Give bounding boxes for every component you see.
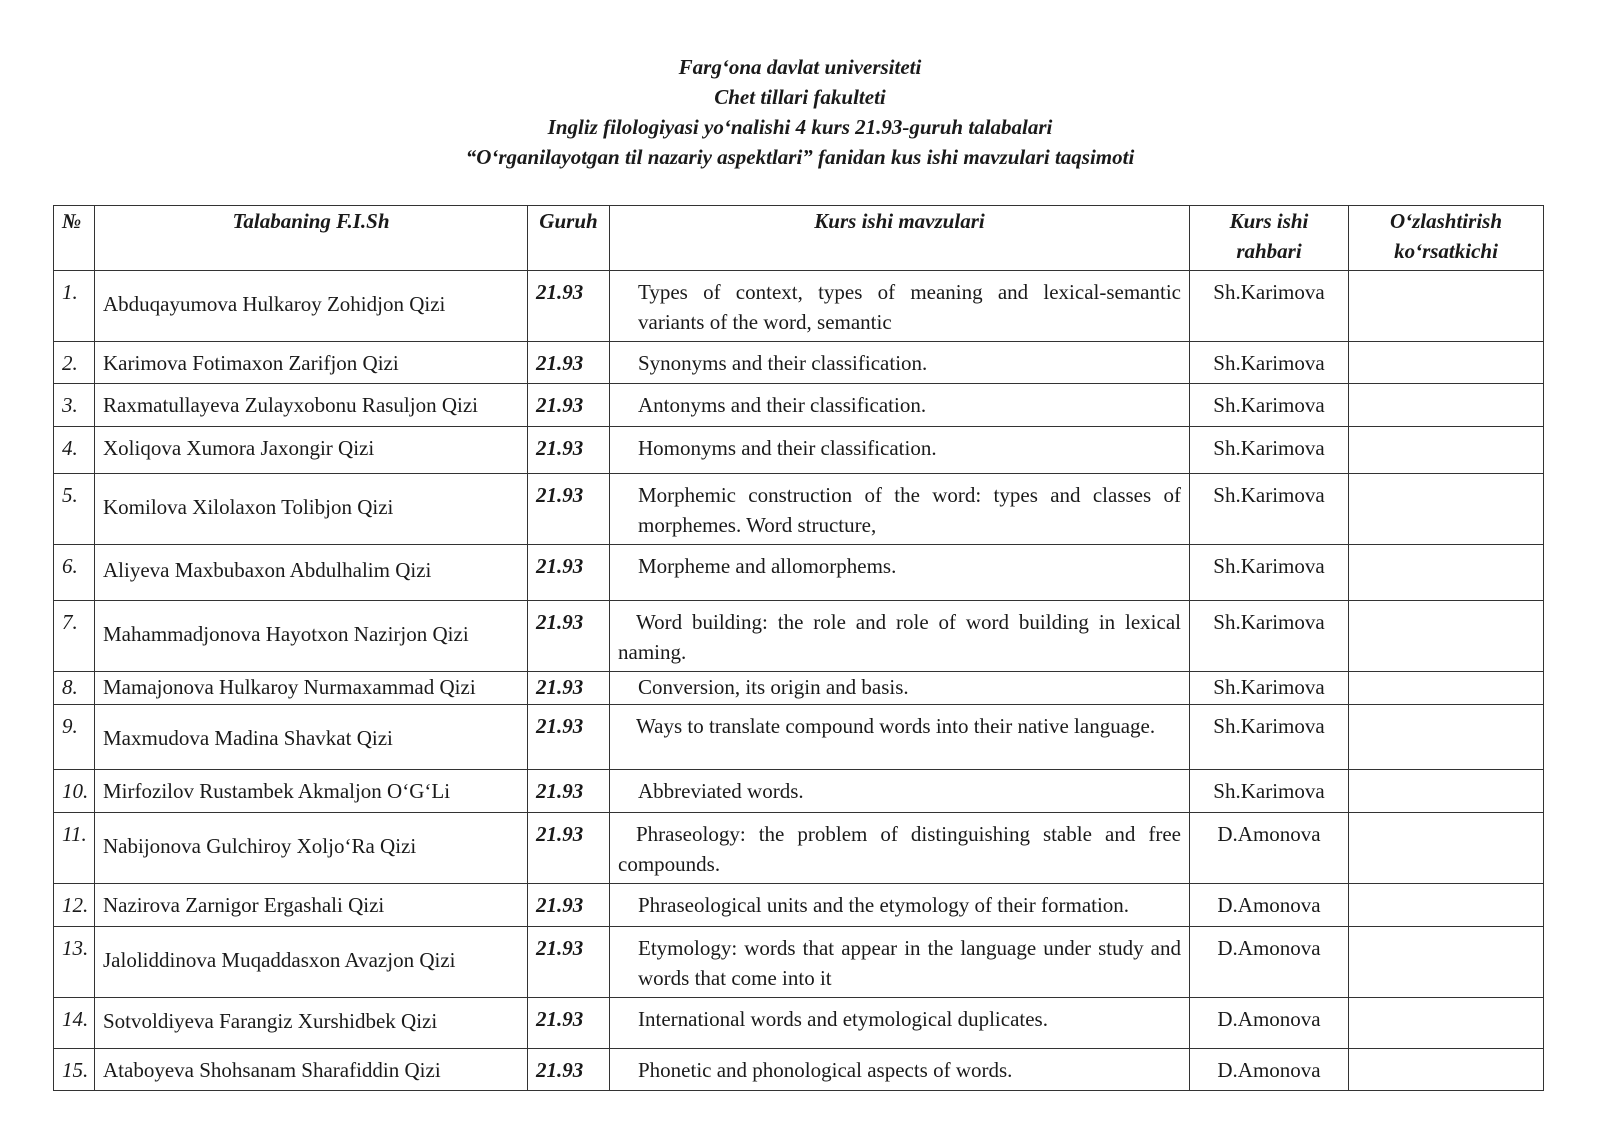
supervisor: Sh.Karimova [1190,545,1349,601]
table-row [54,672,1544,705]
row-number: 12. [54,884,95,927]
course-topic-text: Word building: the role and role of word building in lexical naming. [618,610,1181,664]
student-name-text: Aliyeva Maxbubaxon Abdulhalim Qizi [103,558,432,582]
row-number: 15. [54,1049,95,1091]
score-cell [1349,342,1544,384]
supervisor: D.Amonova [1190,813,1349,884]
table-row [54,342,1544,384]
row-number: 3. [54,384,95,427]
student-name [95,1049,528,1091]
course-topic [610,813,1190,884]
supervisor: Sh.Karimova [1190,770,1349,813]
score-cell [1349,927,1544,998]
table-row [54,545,1544,601]
student-name-text: Xoliqova Xumora Jaxongir Qizi [103,436,375,460]
faculty-name: Chet tillari fakulteti [714,85,886,109]
student-name [95,342,528,384]
table-row [54,427,1544,474]
student-name [95,884,528,927]
course-topic: Types of context, types of meaning and lexical-semantic variants of the word, semantic [610,271,1190,342]
student-name [95,427,528,474]
supervisor: Sh.Karimova [1190,601,1349,672]
student-name-text: Komilova Xilolaxon Tolibjon Qizi [103,495,394,519]
group-number: 21.93 [528,474,610,545]
supervisor: Sh.Karimova [1190,427,1349,474]
course-topic [610,601,1190,672]
course-topic [610,705,1190,770]
score-cell [1349,545,1544,601]
group-number: 21.93 [528,770,610,813]
student-name [95,998,528,1049]
supervisor: Sh.Karimova [1190,474,1349,545]
column-header-topic: Kurs ishi mavzulari [610,206,1190,271]
course-topic-text: Ways to translate compound words into their native language. [636,714,1156,738]
group-number: 21.93 [528,427,610,474]
student-name [95,601,528,672]
table-row [54,998,1544,1049]
student-name [95,384,528,427]
course-topic: Morphemic construction of the word: types and classes of morphemes. Word structure, [610,474,1190,545]
student-name-text: Jaloliddinova Muqaddasxon Avazjon Qizi [103,948,456,972]
supervisor: D.Amonova [1190,884,1349,927]
row-number: 2. [54,342,95,384]
student-name [95,705,528,770]
group-number: 21.93 [528,545,610,601]
group-number: 21.93 [528,342,610,384]
column-header-num: № [54,206,95,271]
supervisor: Sh.Karimova [1190,271,1349,342]
group-number: 21.93 [528,672,610,705]
group-number: 21.93 [528,384,610,427]
university-name: Farg‘ona davlat universiteti [678,55,922,79]
column-header-group: Guruh [528,206,610,271]
row-number: 8. [54,672,95,705]
group-number: 21.93 [528,271,610,342]
score-cell [1349,601,1544,672]
course-topic: Phraseological units and the etymology of their formation. [610,884,1190,927]
student-name [95,770,528,813]
score-cell [1349,271,1544,342]
row-number: 9. [54,705,95,770]
table-row [54,927,1544,998]
score-cell [1349,705,1544,770]
row-number: 14. [54,998,95,1049]
course-work-table [53,205,1544,1091]
score-cell [1349,1049,1544,1091]
supervisor: D.Amonova [1190,998,1349,1049]
supervisor: D.Amonova [1190,1049,1349,1091]
group-number: 21.93 [528,813,610,884]
student-name [95,545,528,601]
row-number: 1. [54,271,95,342]
student-name-text: Mirfozilov Rustambek Akmaljon O‘G‘Li [103,779,451,803]
score-cell [1349,672,1544,705]
table-row [54,770,1544,813]
table-row [54,271,1544,342]
student-name [95,271,528,342]
table-row [54,474,1544,545]
student-name-text: Raxmatullayeva Zulayxobonu Rasuljon Qizi [103,393,479,417]
supervisor: Sh.Karimova [1190,384,1349,427]
student-name-text: Mamajonova Hulkaroy Nurmaxammad Qizi [103,675,476,699]
student-name-text: Sotvoldiyeva Farangiz Xurshidbek Qizi [103,1009,438,1033]
student-name [95,927,528,998]
group-description: Ingliz filologiyasi yo‘nalishi 4 kurs 21.93-guruh talabalari [547,115,1053,139]
row-number: 11. [54,813,95,884]
supervisor: Sh.Karimova [1190,342,1349,384]
student-name [95,474,528,545]
table-row [54,601,1544,672]
student-name-text: Nazirova Zarnigor Ergashali Qizi [103,893,385,917]
course-topic: Morpheme and allomorphems. [610,545,1190,601]
course-topic: Synonyms and their classification. [610,342,1190,384]
document-header [0,52,1600,172]
student-name-text: Mahammadjonova Hayotxon Nazirjon Qizi [103,622,469,646]
course-topic: Etymology: words that appear in the language under study and words that come into it [610,927,1190,998]
score-cell [1349,884,1544,927]
group-number: 21.93 [528,1049,610,1091]
score-cell [1349,998,1544,1049]
score-cell [1349,474,1544,545]
student-name-text: Maxmudova Madina Shavkat Qizi [103,726,393,750]
score-cell [1349,813,1544,884]
student-name [95,813,528,884]
supervisor: Sh.Karimova [1190,672,1349,705]
course-topic: Homonyms and their classification. [610,427,1190,474]
group-number: 21.93 [528,705,610,770]
row-number: 13. [54,927,95,998]
table-row [54,884,1544,927]
supervisor: D.Amonova [1190,927,1349,998]
row-number: 7. [54,601,95,672]
document-title: “O‘rganilayotgan til nazariy aspektlari” fanidan kus ishi mavzulari taqsimoti [465,145,1135,169]
score-cell [1349,770,1544,813]
row-number: 5. [54,474,95,545]
course-topic-text: Phraseology: the problem of distinguishing stable and free compounds. [618,822,1181,876]
row-number: 4. [54,427,95,474]
course-topic: International words and etymological duplicates. [610,998,1190,1049]
group-number: 21.93 [528,601,610,672]
student-name-text: Abduqayumova Hulkaroy Zohidjon Qizi [103,292,446,316]
table-row [54,384,1544,427]
score-cell [1349,384,1544,427]
table-row [54,705,1544,770]
table-row [54,813,1544,884]
table-header-row [54,206,1544,271]
supervisor: Sh.Karimova [1190,705,1349,770]
column-header-supervisor: Kurs ishi rahbari [1190,206,1349,271]
table-row [54,1049,1544,1091]
row-number: 10. [54,770,95,813]
column-header-name: Talabaning F.I.Sh [95,206,528,271]
student-name-text: Nabijonova Gulchiroy Xoljo‘Ra Qizi [103,834,417,858]
student-name-text: Ataboyeva Shohsanam Sharafiddin Qizi [103,1058,441,1082]
course-topic: Abbreviated words. [610,770,1190,813]
course-topic: Phonetic and phonological aspects of words. [610,1049,1190,1091]
course-topic: Conversion, its origin and basis. [610,672,1190,705]
student-name [95,672,528,705]
group-number: 21.93 [528,884,610,927]
student-name-text: Karimova Fotimaxon Zarifjon Qizi [103,351,399,375]
group-number: 21.93 [528,927,610,998]
group-number: 21.93 [528,998,610,1049]
course-topic: Antonyms and their classification. [610,384,1190,427]
row-number: 6. [54,545,95,601]
score-cell [1349,427,1544,474]
column-header-score: O‘zlashtirish ko‘rsatkichi [1349,206,1544,271]
